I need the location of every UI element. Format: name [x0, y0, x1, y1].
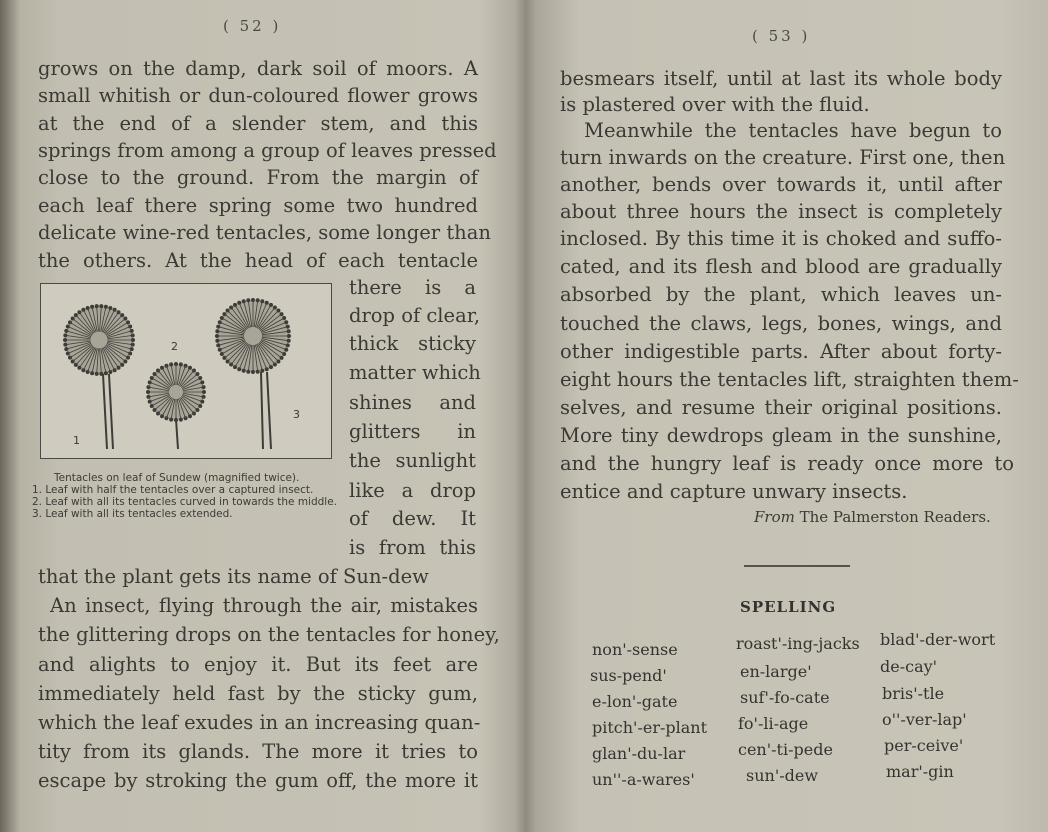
tentacle-tip — [247, 370, 250, 373]
tentacle-tip — [130, 329, 133, 332]
tentacle-tip — [201, 381, 204, 384]
text-line: An insect, flying through the air, mistakes — [50, 594, 478, 617]
tentacle-tip — [129, 352, 132, 355]
text-line: eight hours the tentacles lift, straighten them- — [560, 368, 1019, 391]
tentacle-tip — [165, 417, 168, 420]
spelling-word: bris'-tle — [882, 684, 945, 703]
tentacle-tip — [273, 306, 276, 309]
tentacle-tip — [147, 386, 150, 389]
tentacle-tip — [117, 366, 120, 369]
tentacle-tip — [148, 381, 151, 384]
spelling-word: mar'-gin — [886, 762, 954, 781]
text-line: each leaf there spring some two hundred — [38, 194, 478, 217]
right-page — [528, 0, 1048, 832]
spelling-word: de-cay' — [880, 657, 938, 676]
tentacle-tip — [78, 366, 81, 369]
tentacle-tip — [242, 369, 245, 372]
tentacle-tip — [238, 368, 241, 371]
tentacle-tip — [242, 300, 245, 303]
tentacle-tip — [174, 418, 177, 421]
text-line: drop of clear, — [349, 304, 481, 327]
tentacle-tip — [256, 299, 259, 302]
tentacle-tip — [126, 356, 129, 359]
tentacle-tip — [124, 360, 127, 363]
divider — [744, 565, 850, 567]
tentacle-tip — [184, 364, 187, 367]
spelling-word: non'-sense — [592, 640, 678, 659]
tentacle-tip — [121, 314, 124, 317]
tentacle-tip — [124, 317, 127, 320]
text-line: the others. At the head of each tentacle — [38, 249, 478, 272]
tentacle-tip — [217, 344, 220, 347]
tentacle-tip — [280, 356, 283, 359]
spelling-word: en-large' — [740, 662, 812, 681]
text-line: touched the claws, legs, bones, wings, and — [560, 312, 1002, 335]
tentacle-tip — [179, 363, 182, 366]
tentacle-tip — [109, 306, 112, 309]
tentacle-tip — [147, 395, 150, 398]
tentacle-tip — [216, 339, 219, 342]
tentacle-tip — [82, 369, 85, 372]
figure-label-1: 1 — [73, 434, 80, 447]
spelling-word: sus-pend' — [590, 666, 667, 685]
tentacle-tip — [238, 301, 241, 304]
text-line: delicate wine-red tentacles, some longer than — [38, 221, 491, 244]
tentacle-tip — [283, 352, 286, 355]
left-page — [0, 0, 520, 832]
tentacle-tip — [86, 370, 89, 373]
caption-item: 2. Leaf with all its tentacles curved in towards the middle. — [32, 496, 338, 508]
tentacle-tip — [226, 309, 229, 312]
spelling-word: suf'-fo-cate — [740, 688, 830, 707]
tentacle-tip — [130, 348, 133, 351]
tentacle-tip — [218, 321, 221, 324]
tentacle-tip — [104, 305, 107, 308]
tentacle-tip — [220, 316, 223, 319]
tentacle-tip — [215, 334, 218, 337]
tentacle-tip — [261, 369, 264, 372]
tentacle-tip — [188, 415, 191, 418]
tentacle-tip — [199, 376, 202, 379]
text-line: close to the ground. From the margin of — [38, 166, 478, 189]
spelling-word: sun'-dew — [746, 766, 819, 785]
text-line: another, bends over towards it, until after — [560, 173, 1002, 196]
spelling-word: per-ceive' — [884, 736, 964, 755]
text-line: matter which — [349, 361, 481, 384]
tentacle-tip — [113, 369, 116, 372]
text-line: the glittering drops on the tentacles for honey, — [38, 623, 500, 646]
text-line: about three hours the insect is completely — [560, 200, 1002, 223]
tentacle-tip — [86, 306, 89, 309]
text-line: turn inwards on the creature. First one, then — [560, 146, 1006, 169]
tentacle-tip — [233, 366, 236, 369]
tentacle-tip — [78, 311, 81, 314]
sundew-illustration — [40, 283, 332, 459]
tentacle-tip — [188, 366, 191, 369]
tentacle-tip — [196, 408, 199, 411]
tentacle-tip — [129, 325, 132, 328]
tentacle-tip — [202, 395, 205, 398]
text-line: the sunlight — [349, 449, 476, 472]
tentacle-tip — [104, 372, 107, 375]
tentacle-tip — [71, 360, 74, 363]
tentacle-tip — [100, 372, 103, 375]
tentacle-tip — [251, 370, 254, 373]
tentacle-tip — [117, 311, 120, 314]
spelling-word: pitch'-er-plant — [592, 718, 708, 737]
tentacle-tip — [153, 372, 156, 375]
tentacle-tip — [220, 352, 223, 355]
tentacle-tip — [229, 306, 232, 309]
tentacle-tip — [251, 298, 254, 301]
spelling-word: roast'-ing-jacks — [736, 634, 860, 653]
text-line: thick sticky — [349, 332, 476, 355]
tentacle-tip — [216, 330, 219, 333]
text-line: of dew. It — [349, 507, 476, 530]
spelling-word: fo'-li-age — [738, 714, 809, 733]
text-line: and the hungry leaf is ready once more to — [560, 452, 1014, 475]
tentacle-tip — [170, 363, 173, 366]
tentacle-tip — [287, 330, 290, 333]
tentacle-tip — [66, 352, 69, 355]
tentacle-tip — [192, 369, 195, 372]
tentacle-tip — [265, 368, 268, 371]
source-prefix: From — [754, 508, 795, 526]
text-line: shines and — [349, 391, 476, 414]
source-title: The Palmerston Readers. — [799, 508, 991, 526]
spelling-heading: SPELLING — [740, 598, 837, 616]
tentacle-tip — [95, 372, 98, 375]
tentacle-tip — [179, 418, 182, 421]
text-line: at the end of a slender stem, and this — [38, 112, 478, 135]
tentacle-tip — [146, 390, 149, 393]
tentacle-tip — [170, 418, 173, 421]
tentacle-tip — [71, 317, 74, 320]
text-line: escape by stroking the gum off, the more it — [38, 769, 478, 792]
text-line: that the plant gets its name of Sun-dew — [38, 565, 429, 588]
tentacle-tip — [64, 343, 67, 346]
tentacle-tip — [95, 304, 98, 307]
tentacle-tip — [223, 312, 226, 315]
spelling-word: e-lon'-gate — [592, 692, 678, 711]
tentacle-tip — [217, 325, 220, 328]
page-number: ( 52 ) — [223, 17, 282, 35]
tentacle-tip — [156, 412, 159, 415]
tentacle-tip — [68, 356, 71, 359]
tentacle-tip — [184, 417, 187, 420]
spelling-word: un''-a-wares' — [592, 770, 695, 789]
text-line: Meanwhile the tentacles have begun to — [584, 119, 1002, 142]
tentacle-tip — [113, 308, 116, 311]
text-line: cated, and its flesh and blood are gradually — [560, 255, 1002, 278]
tentacle-tip — [131, 334, 134, 337]
tentacle-tip — [90, 305, 93, 308]
tentacle-tip — [265, 301, 268, 304]
tentacle-tip — [100, 304, 103, 307]
spelling-word: cen'-ti-pede — [738, 740, 833, 759]
text-line: grows on the damp, dark soil of moors. A — [38, 57, 478, 80]
tentacle-tip — [199, 404, 202, 407]
tentacle-tip — [269, 303, 272, 306]
tentacle-tip — [286, 344, 289, 347]
source-attribution — [754, 508, 991, 526]
tentacle-tip — [229, 363, 232, 366]
caption-item: 3. Leaf with all its tentacles extended. — [32, 508, 233, 520]
tentacle-tip — [150, 376, 153, 379]
tentacle-tip — [109, 370, 112, 373]
text-line: selves, and resume their original positions. — [560, 396, 1002, 419]
text-line: like a drop — [349, 479, 476, 502]
tentacle-tip — [74, 363, 77, 366]
tentacle-tip — [285, 348, 288, 351]
text-line: there is a — [349, 276, 476, 299]
tentacle-tip — [196, 372, 199, 375]
tentacle-tip — [156, 369, 159, 372]
tentacle-tip — [63, 338, 66, 341]
text-line: inclosed. By this time it is choked and suffo- — [560, 227, 1002, 250]
tentacle-tip — [192, 412, 195, 415]
tentacle-tip — [131, 343, 134, 346]
tentacle-tip — [269, 366, 272, 369]
tentacle-tip — [174, 362, 177, 365]
tentacle-tip — [277, 309, 280, 312]
text-line: tity from its glands. The more it tries to — [38, 740, 478, 763]
text-line: is from this — [349, 536, 476, 559]
tentacle-tip — [261, 300, 264, 303]
tentacle-tip — [223, 356, 226, 359]
tentacle-tip — [233, 303, 236, 306]
tentacle-tip — [202, 390, 205, 393]
text-line: and alights to enjoy it. But its feet are — [38, 653, 478, 676]
sundew-drawing — [41, 284, 331, 458]
text-line: besmears itself, until at last its whole body — [560, 67, 1002, 90]
page-number: ( 53 ) — [752, 27, 811, 45]
tentacle-tip — [65, 329, 68, 332]
spelling-word: blad'-der-wort — [880, 630, 996, 649]
tentacle-tip — [66, 325, 69, 328]
tentacle-tip — [165, 364, 168, 367]
spelling-word: o''-ver-lap' — [882, 710, 967, 729]
tentacle-tip — [148, 400, 151, 403]
tentacle-tip — [202, 386, 205, 389]
tentacle-tip — [64, 334, 67, 337]
tentacle-tip — [226, 360, 229, 363]
tentacle-tip — [287, 334, 290, 337]
tentacle-tip — [201, 400, 204, 403]
tentacle-tip — [150, 404, 153, 407]
caption-title: Tentacles on leaf of Sundew (magnified twice). — [54, 472, 300, 484]
tentacle-tip — [218, 348, 221, 351]
text-line: More tiny dewdrops gleam in the sunshine, — [560, 424, 1002, 447]
tentacle-tip — [280, 312, 283, 315]
tentacle-tip — [286, 325, 289, 328]
text-line: small whitish or dun-coloured flower grows — [38, 84, 478, 107]
tentacle-tip — [121, 363, 124, 366]
figure-label-2: 2 — [171, 340, 178, 353]
text-line: immediately held fast by the sticky gum, — [38, 682, 478, 705]
text-line: entice and capture unwary insects. — [560, 480, 908, 503]
spelling-word: glan'-du-lar — [592, 744, 686, 763]
text-line: absorbed by the plant, which leaves un- — [560, 283, 1002, 306]
text-line: is plastered over with the fluid. — [560, 93, 870, 116]
tentacle-tip — [82, 308, 85, 311]
tentacle-tip — [247, 299, 250, 302]
tentacle-tip — [90, 372, 93, 375]
tentacle-tip — [68, 321, 71, 324]
tentacle-tip — [126, 321, 129, 324]
figure-label-3: 3 — [293, 408, 300, 421]
tentacle-tip — [287, 339, 290, 342]
tentacle-tip — [256, 370, 259, 373]
tentacle-tip — [65, 348, 68, 351]
text-line: which the leaf exudes in an increasing quan- — [38, 711, 481, 734]
tentacle-tip — [273, 363, 276, 366]
tentacle-tip — [131, 338, 134, 341]
tentacle-tip — [160, 415, 163, 418]
caption-item: 1. Leaf with half the tentacles over a captured insect. — [32, 484, 314, 496]
tentacle-tip — [153, 408, 156, 411]
figure-caption — [28, 472, 348, 520]
tentacle-tip — [277, 360, 280, 363]
text-line: glitters in — [349, 420, 476, 443]
tentacle-tip — [283, 316, 286, 319]
tentacle-tip — [160, 366, 163, 369]
tentacle-tip — [74, 314, 77, 317]
text-line: springs from among a group of leaves pressed — [38, 139, 497, 162]
text-line: other indigestible parts. After about forty- — [560, 340, 1002, 363]
tentacle-tip — [285, 321, 288, 324]
